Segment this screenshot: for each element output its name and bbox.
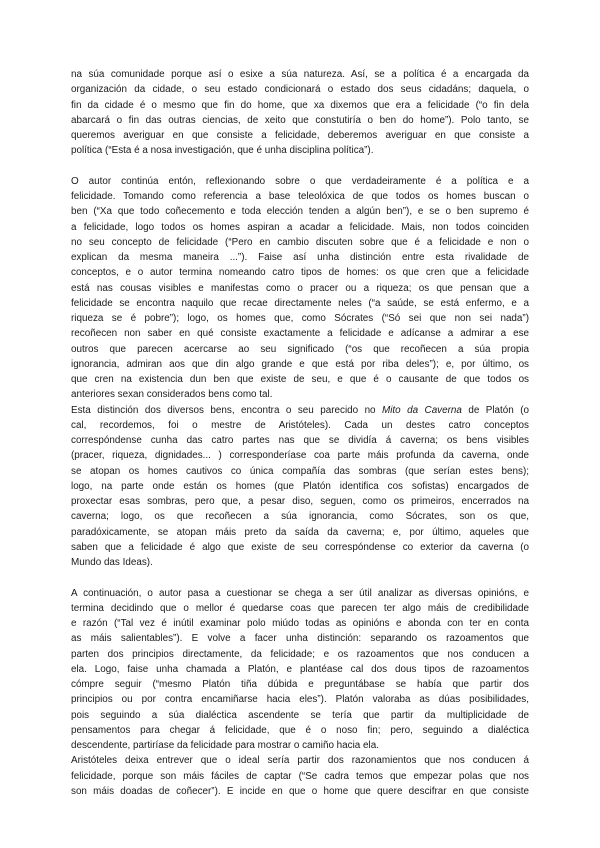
text-line: as máis salientables”). E volve a facer unha distinción: separando os razoamentos que (71, 633, 529, 645)
text-line: saben que a felicidade é algo que existe de seu correspóndense co exterior da caverna (o (71, 541, 529, 553)
paragraph-3 (71, 403, 529, 571)
text-line: descendente, partiríase da felicidade para mostrar o camiño hacia ela. (71, 740, 379, 751)
text-line: ela. Logo, faise unha chamada a Platón, e plantéase cal dos dous tipos de razoamentos (71, 663, 529, 675)
text-line: felicidade, porque son máis fáciles de captar (“Se cadra temos que empezar polas que nos (71, 770, 529, 782)
text-line: recoñecen non saber en qué consiste exactamente a felicidade e adícanse a admirar a ese (71, 328, 529, 340)
text-line: está nas cousas visibles e manifestas como o pracer ou a riqueza; os que pensan que a (71, 282, 529, 294)
text-line: Mundo das Ideas). (71, 557, 153, 568)
paragraph-1 (71, 67, 529, 159)
text-line: na súa comunidade porque así o esixe a súa natureza. Así, se a política é a encargada da (71, 69, 529, 80)
text-line: correspóndense cunha das catro partes nas que se dividía á caverna; os bens visibles (71, 435, 529, 446)
text-line: outros que parecen acercarse ao seu significado (“os que recoñecen a súa propia (71, 343, 529, 355)
text-line: Aristóteles deixa entrever que o ideal sería partir dos razonamientos que nos conducen á (71, 755, 529, 767)
text-line: explican da mesma maneira ...”). Faise así unha distinción entre esta rivalidade de (71, 252, 529, 263)
text-line: felicidade se encontra naquilo que recae directamente neles (“a saúde, se está enfermo, e a (71, 297, 529, 309)
text-line: paradóxicamente, se atopan máis preto da saída da caverna; e, por último, aqueles que (71, 526, 529, 538)
text-line: conceptos, e o autor termina nomeando catro tipos de homes: os que cren que a felicidade (71, 267, 529, 279)
paragraph-4 (71, 586, 529, 754)
text-line: principios ou por contra encamiñarse hacia eles”). Platón valoraba as dúas posibilidades, (71, 694, 529, 706)
text-line: riqueza se é pobre”); logo, os homes que, como Sócrates (“Só sei que non sei nada”) (71, 313, 529, 324)
text-line: logo, na parte onde están os homes (que Platón identifica cos sofistas) encargados de (71, 480, 529, 492)
text-line: organización da cidade, o seu estado condicionará o estado dos seus cidadáns; daquela, o (71, 84, 529, 96)
text-line: caverna; logo, os que recoñecen a súa ignorancia, como Sócrates, son os que, (71, 511, 529, 523)
document-body (71, 67, 529, 799)
text-line: e razón (“Tal vez é inútil examinar polo miúdo todas as opinións e abonda con ter en conta (71, 618, 529, 629)
text-line: no seu concepto de felicidade (“Pero en cambio discuten sobre que é a felicidade e non o (71, 236, 529, 248)
paragraph-2 (71, 174, 529, 403)
italic-title: Mito da Caverna (382, 404, 462, 416)
text-line: abarcará o fin das outras ciencias, de xeito que constutiría o ben do home”). Polo tanto, se (71, 114, 529, 126)
text-line: se atopan os homes cautivos co única compañía das sombras (que serían estes bens); (71, 465, 529, 477)
text-line: pensamentos para chegar á felicidade, que é o noso fin; pero, seguindo a dialéctica (71, 724, 529, 736)
text-line (71, 403, 529, 418)
text-line: ben (“Xa que todo coñecemento e toda elección tenden a algún ben”), e se o ben supremo é (71, 206, 529, 218)
text-line: son máis doadas de coñecer”). E incide en que o home que quere descifrar en que consiste (71, 785, 529, 797)
text-line: A continuación, o autor pasa a cuestionar se chega a ser útil analizar as diversas opinións, e (71, 587, 529, 599)
text-line: fin da cidade é o mesmo que fin do home, que xa dixemos que era a felicidade (“o fin dela (71, 99, 529, 111)
text-line: pois seguindo a súa dialéctica ascendente se tería que partir da multiplicidade de (71, 709, 529, 721)
text-line: proxectar esas sombras, pero que, a pesar diso, seguen, como os primeiros, encerrados na (71, 496, 529, 507)
text-line: queremos averiguar en que consiste a felicidade, deberemos averiguar en que consiste a (71, 130, 529, 141)
text-run: de Platón (o (461, 404, 530, 416)
text-line: anteriores sexan considerados bens como tal. (71, 389, 273, 401)
text-run: Esta distinción dos diversos bens, encontra o seu parecido no (71, 404, 383, 416)
text-line: a felicidade, logo todos os homes aspiran a acadar a felicidade. Mais, non todos coinciden (71, 221, 529, 233)
text-line: ignorancia, admiran aos que din algo grande e que está por riba deles”); e, por último, os (71, 358, 529, 370)
text-line: cómpre seguir (“mesmo Platón tiña dúbida e preguntábase se había que partir dos (71, 679, 529, 690)
text-line: O autor continúa entón, reflexionando sobre o que verdadeiramente é a política e a (71, 175, 529, 187)
text-line: política (“Esta é a nosa investigación, que é unha disciplina política”). (71, 145, 374, 157)
text-line: felicidade. Tomando como referencia a base teleolóxica de que todos os homes buscan o (71, 191, 529, 202)
paragraph-5 (71, 753, 529, 799)
text-line: termina decidindo que o mellor é quedarse coas que parecen ter algo máis de credibilidade (71, 602, 529, 614)
text-line: parten dos principios directamente, da felicidade; e os razoamentos que nos conducen a (71, 648, 529, 660)
text-line: que cren na existencia dun ben que existe de seu, e que é o causante de que todos os (71, 374, 529, 385)
text-line: cal, recordemos, foi o mestre de Aristóteles). Cada un destes catro conceptos (71, 419, 529, 431)
text-line: (pracer, riqueza, dignidades... ) corresponderíase coa parte máis profunda da caverna, onde (71, 450, 529, 462)
